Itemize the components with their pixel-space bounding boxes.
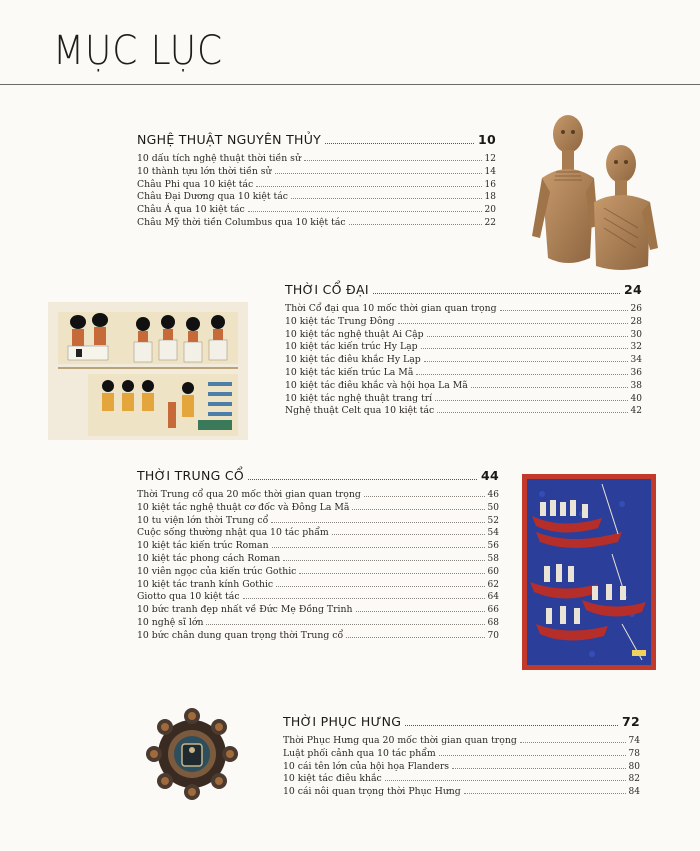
toc-section-renaissance bbox=[283, 714, 640, 799]
toc-entry-page-number: 84 bbox=[628, 787, 640, 798]
toc-entry[interactable] bbox=[137, 540, 499, 553]
section-title: THỜI PHỤC HƯNG bbox=[283, 714, 402, 729]
toc-entry-page-number: 28 bbox=[630, 316, 642, 327]
toc-entry[interactable] bbox=[283, 761, 640, 774]
toc-entry-page-number: 34 bbox=[630, 355, 642, 366]
toc-entry[interactable] bbox=[137, 502, 499, 515]
dot-leader bbox=[291, 198, 482, 199]
toc-entry-label: 10 kiệt tác kiến trúc La Mã bbox=[285, 366, 414, 378]
dot-leader bbox=[248, 479, 477, 480]
toc-entry-label: 10 dấu tích nghệ thuật thời tiền sử bbox=[137, 153, 301, 164]
toc-entry-label: 10 tu viện lớn thời Trung cổ bbox=[137, 514, 269, 526]
dot-leader bbox=[325, 143, 474, 144]
toc-entry-label: 10 kiệt tác nghệ thuật cơ đốc và Đông La Mã bbox=[137, 501, 350, 513]
dot-leader bbox=[437, 412, 627, 413]
toc-entry-label: Châu Mỹ thời tiền Columbus qua 10 kiệt tác bbox=[137, 216, 346, 228]
toc-entry-label: Thời Cổ đại qua 10 mốc thời gian quan trọng bbox=[285, 303, 497, 314]
toc-entry-page-number: 50 bbox=[487, 502, 499, 513]
dot-leader bbox=[349, 224, 482, 225]
toc-entry-label: Châu Á qua 10 kiệt tác bbox=[137, 204, 245, 216]
toc-entry-page-number: 22 bbox=[484, 217, 496, 228]
dot-leader bbox=[421, 348, 628, 349]
toc-entry-page-number: 36 bbox=[630, 367, 642, 378]
toc-entry-page-number: 12 bbox=[484, 154, 496, 164]
dot-leader bbox=[464, 793, 626, 794]
section-heading[interactable] bbox=[285, 282, 642, 300]
toc-entry-label: 10 kiệt tác kiến trúc Hy Lạp bbox=[285, 341, 418, 353]
toc-entry[interactable] bbox=[137, 617, 499, 630]
toc-entry[interactable] bbox=[137, 204, 496, 217]
toc-section-prehistoric bbox=[137, 132, 496, 230]
toc-entry-label: 10 viên ngọc của kiến trúc Gothic bbox=[137, 565, 297, 577]
toc-entry-label: 10 cái tên lớn của hội họa Flanders bbox=[283, 760, 450, 772]
toc-entry[interactable] bbox=[137, 579, 499, 592]
toc-entry-label: 10 bức tranh đẹp nhất về Đức Mẹ Đồng Trinh bbox=[137, 604, 353, 616]
toc-entry-label: 10 bức chân dung quan trọng thời Trung cổ bbox=[137, 629, 344, 641]
toc-entry-label: 10 kiệt tác điêu khắc bbox=[283, 773, 382, 785]
dot-leader bbox=[398, 323, 628, 324]
toc-entry-page-number: 54 bbox=[487, 528, 499, 539]
toc-entry[interactable] bbox=[137, 179, 496, 192]
section-title: THỜI TRUNG CỔ bbox=[137, 468, 245, 483]
toc-entry-label: 10 kiệt tác nghệ thuật trang trí bbox=[285, 392, 433, 404]
page-title: MỤC LỤC bbox=[53, 28, 224, 74]
dot-leader bbox=[416, 374, 627, 375]
section-heading[interactable] bbox=[137, 468, 499, 486]
dot-leader bbox=[452, 768, 625, 769]
toc-entry-list bbox=[137, 489, 499, 643]
toc-entry[interactable] bbox=[283, 786, 640, 799]
toc-entry-page-number: 32 bbox=[630, 342, 642, 353]
toc-section-middle-ages bbox=[137, 468, 499, 643]
toc-entry-page-number: 46 bbox=[487, 490, 499, 500]
toc-entry-label: 10 kiệt tác nghệ thuật Ai Cập bbox=[285, 328, 424, 340]
toc-entry-list bbox=[137, 153, 496, 230]
toc-entry[interactable] bbox=[137, 604, 499, 617]
toc-entry-label: Giotto qua 10 kiệt tác bbox=[137, 591, 240, 603]
toc-entry-page-number: 74 bbox=[628, 736, 640, 746]
egyptian-fresco-image bbox=[48, 302, 248, 440]
section-heading[interactable] bbox=[283, 714, 640, 732]
toc-entry[interactable] bbox=[285, 354, 642, 367]
toc-entry-page-number: 78 bbox=[628, 748, 640, 759]
dot-leader bbox=[373, 293, 620, 294]
toc-entry[interactable] bbox=[283, 773, 640, 786]
dot-leader bbox=[424, 361, 628, 362]
toc-entry-label: 10 kiệt tác tranh kính Gothic bbox=[137, 578, 274, 590]
dot-leader bbox=[304, 160, 482, 161]
title-divider bbox=[0, 84, 700, 85]
toc-entry-label: Thời Phục Hưng qua 20 mốc thời gian quan trọng bbox=[283, 735, 517, 746]
dot-leader bbox=[356, 611, 485, 612]
toc-entry[interactable] bbox=[137, 630, 499, 643]
toc-entry-page-number: 66 bbox=[487, 605, 499, 616]
dot-leader bbox=[385, 780, 626, 781]
toc-entry-page-number: 42 bbox=[630, 406, 642, 417]
toc-entry-label: 10 kiệt tác Trung Đông bbox=[285, 315, 395, 327]
toc-entry-label: 10 kiệt tác kiến trúc Roman bbox=[137, 540, 269, 552]
section-title: NGHỆ THUẬT NGUYÊN THỦY bbox=[137, 132, 322, 147]
dot-leader bbox=[427, 336, 628, 337]
dot-leader bbox=[271, 522, 484, 523]
dot-leader bbox=[275, 173, 482, 174]
dot-leader bbox=[346, 637, 484, 638]
toc-entry[interactable] bbox=[137, 566, 499, 579]
toc-entry-page-number: 40 bbox=[630, 393, 642, 404]
dot-leader bbox=[332, 534, 485, 535]
toc-entry-label: Nghệ thuật Celt qua 10 kiệt tác bbox=[285, 405, 435, 417]
medieval-manuscript-ships-image bbox=[522, 474, 656, 670]
toc-entry-page-number: 14 bbox=[484, 166, 496, 177]
dot-leader bbox=[248, 211, 482, 212]
dot-leader bbox=[243, 598, 485, 599]
dot-leader bbox=[256, 186, 481, 187]
section-title: THỜI CỔ ĐẠI bbox=[285, 282, 369, 297]
toc-entry-label: Cuộc sống thường nhật qua 10 tác phẩm bbox=[137, 527, 329, 539]
toc-entry-page-number: 60 bbox=[487, 566, 499, 577]
toc-entry[interactable] bbox=[285, 393, 642, 406]
toc-entry[interactable] bbox=[285, 341, 642, 354]
toc-entry-label: Châu Phi qua 10 kiệt tác bbox=[137, 178, 254, 190]
toc-entry-page-number: 16 bbox=[484, 179, 496, 190]
toc-section-antiquity bbox=[285, 282, 642, 418]
section-page-number: 72 bbox=[622, 714, 640, 729]
toc-entry[interactable] bbox=[137, 153, 496, 166]
toc-entry-page-number: 18 bbox=[484, 192, 496, 203]
dot-leader bbox=[283, 560, 484, 561]
dot-leader bbox=[206, 624, 484, 625]
dot-leader bbox=[352, 509, 484, 510]
toc-entry[interactable] bbox=[285, 405, 642, 418]
toc-entry[interactable] bbox=[285, 367, 642, 380]
toc-entry-page-number: 20 bbox=[484, 205, 496, 216]
toc-entry[interactable] bbox=[137, 217, 496, 230]
toc-entry-page-number: 80 bbox=[628, 761, 640, 772]
toc-entry-label: 10 kiệt tác điêu khắc và hội họa La Mã bbox=[285, 379, 468, 391]
toc-entry[interactable] bbox=[283, 735, 640, 748]
toc-entry-label: Châu Đại Dương qua 10 kiệt tác bbox=[137, 191, 289, 203]
toc-entry[interactable] bbox=[137, 527, 499, 540]
renaissance-ornament-image bbox=[144, 706, 240, 802]
toc-entry-page-number: 62 bbox=[487, 579, 499, 590]
toc-entry-page-number: 26 bbox=[630, 304, 642, 314]
toc-entry[interactable] bbox=[285, 329, 642, 342]
toc-entry[interactable] bbox=[137, 166, 496, 179]
toc-entry-label: 10 cái nôi quan trọng thời Phục Hưng bbox=[283, 786, 461, 798]
toc-entry-page-number: 56 bbox=[487, 541, 499, 552]
toc-entry-label: 10 thành tựu lớn thời tiền sử bbox=[137, 165, 272, 177]
section-page-number: 24 bbox=[624, 282, 642, 297]
dot-leader bbox=[299, 573, 484, 574]
dot-leader bbox=[439, 755, 626, 756]
dot-leader bbox=[520, 742, 626, 743]
toc-entry-list bbox=[283, 735, 640, 799]
toc-entry[interactable] bbox=[285, 380, 642, 393]
toc-entry[interactable] bbox=[137, 515, 499, 528]
section-page-number: 44 bbox=[481, 468, 499, 483]
toc-entry-label: Luật phối cảnh qua 10 tác phẩm bbox=[283, 747, 436, 759]
dot-leader bbox=[272, 547, 485, 548]
toc-entry-page-number: 52 bbox=[487, 515, 499, 526]
toc-entry-page-number: 58 bbox=[487, 553, 499, 564]
toc-entry[interactable] bbox=[285, 316, 642, 329]
toc-entry-page-number: 82 bbox=[628, 774, 640, 785]
toc-entry-label: 10 kiệt tác phong cách Roman bbox=[137, 552, 281, 564]
toc-entry-label: 10 kiệt tác điêu khắc Hy Lạp bbox=[285, 354, 421, 366]
section-page-number: 10 bbox=[478, 132, 496, 147]
prehistoric-figurines-image bbox=[528, 108, 660, 273]
toc-entry[interactable] bbox=[283, 748, 640, 761]
dot-leader bbox=[471, 387, 628, 388]
toc-entry-page-number: 38 bbox=[630, 380, 642, 391]
toc-entry-label: Thời Trung cổ qua 20 mốc thời gian quan trọng bbox=[137, 489, 361, 500]
toc-entry-list bbox=[285, 303, 642, 418]
toc-entry-page-number: 64 bbox=[487, 592, 499, 603]
section-heading[interactable] bbox=[137, 132, 496, 150]
toc-entry[interactable] bbox=[137, 489, 499, 502]
dot-leader bbox=[435, 400, 627, 401]
toc-entry-page-number: 68 bbox=[487, 617, 499, 628]
dot-leader bbox=[500, 310, 628, 311]
toc-entry[interactable] bbox=[137, 591, 499, 604]
toc-entry-label: 10 nghệ sĩ lớn bbox=[137, 616, 204, 628]
toc-entry-page-number: 30 bbox=[630, 329, 642, 340]
dot-leader bbox=[276, 586, 484, 587]
toc-entry[interactable] bbox=[137, 553, 499, 566]
dot-leader bbox=[364, 496, 485, 497]
toc-entry[interactable] bbox=[137, 191, 496, 204]
dot-leader bbox=[405, 725, 618, 726]
toc-entry-page-number: 70 bbox=[487, 630, 499, 641]
toc-entry[interactable] bbox=[285, 303, 642, 316]
